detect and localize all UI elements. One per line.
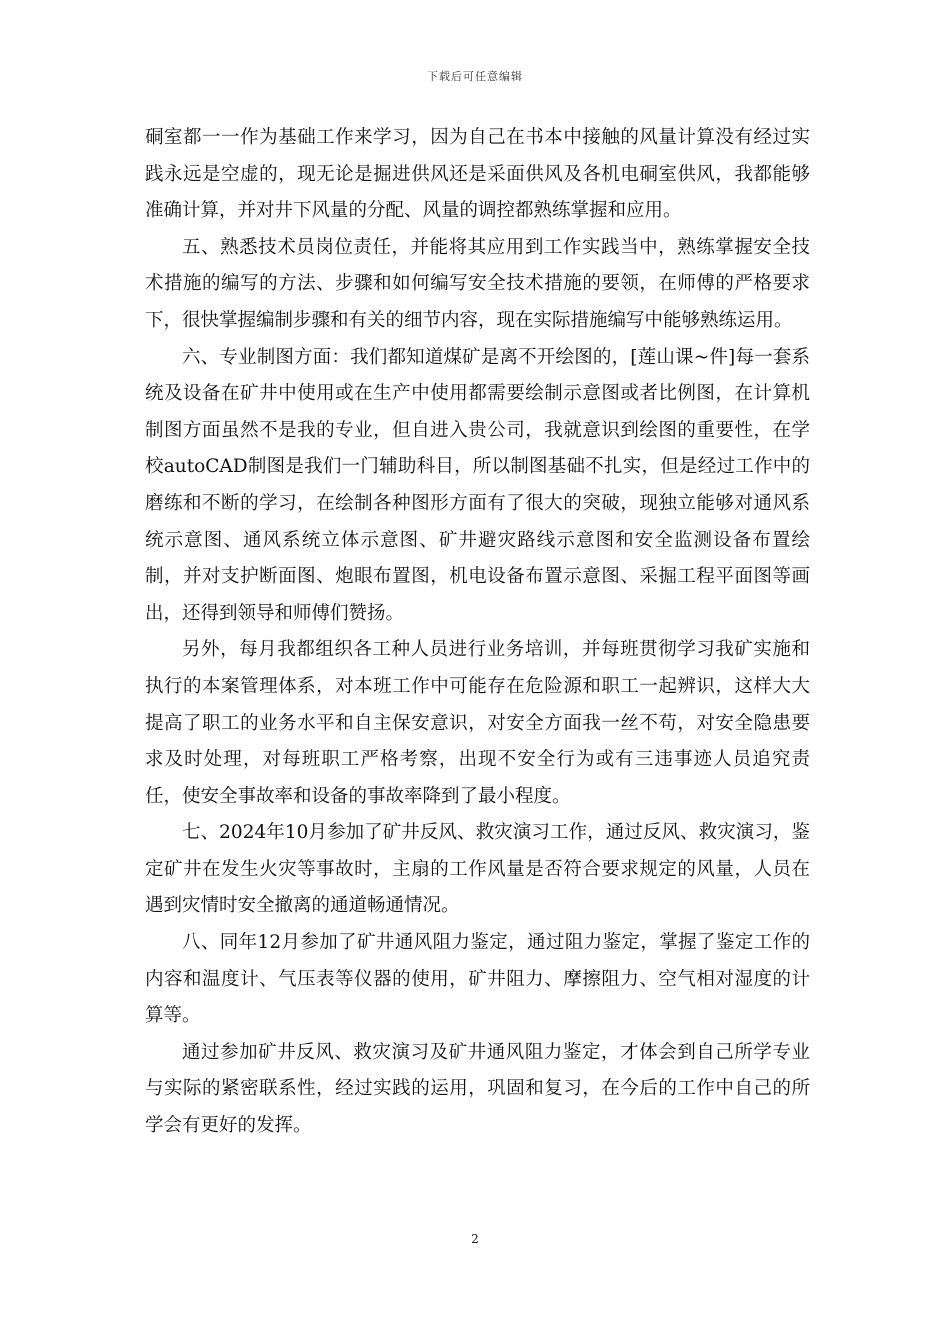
page-header: 下载后可任意编辑	[427, 70, 523, 83]
paragraph-4: 另外，每月我都组织各工种人员进行业务培训，并每班贯彻学习我矿实施和执行的本案管理体系，对本班工作中可能存在危险源和职工一起辨识，这样大大提高了职工的业务水平和自主保安意识，对安全方面我一丝不苟，对安全隐患要求及时处理，对每班职工严格考察，出现不安全行为或有三违事迹人员追究责任，使安全事故率和设备的事故率降到了最小程度。	[145, 639, 810, 807]
paragraph-3: 六、专业制图方面：我们都知道煤矿是离不开绘图的，[莲山课~件]每一套系统及设备在矿井中使用或在生产中使用都需要绘制示意图或者比例图，在计算机制图方面虽然不是我的专业，但自进入贵公司，我就意识到绘图的重要性，在学校autoCAD制图是我们一门辅助科目，所以制图基础不扎实，但是经过工作中的磨练和不断的学习，在绘制各种图形方面有了很大的突破，现独立能够对通风系统示意图、通风系统立体示意图、矿井避灾路线示意图和安全监测设备布置绘制，并对支护断面图、炮眼布置图，机电设备布置示意图、采掘工程平面图等画出，还得到领导和师傅们赞扬。	[145, 346, 810, 624]
paragraph-6: 八、同年12月参加了矿井通风阻力鉴定，通过阻力鉴定，掌握了鉴定工作的内容和温度计、气压表等仪器的使用，矿井阻力、摩擦阻力、空气相对湿度的计算等。	[145, 932, 810, 1027]
page-number: 2	[471, 1232, 479, 1246]
paragraph-2: 五、熟悉技术员岗位责任，并能将其应用到工作实践当中，熟练掌握安全技术措施的编写的方法、步骤和如何编写安全技术措施的要领，在师傅的严格要求下，很快掌握编制步骤和有关的细节内容，现在实际措施编写中能够熟练运用。	[145, 236, 810, 331]
paragraph-5: 七、2024年10月参加了矿井反风、救灾演习工作，通过反风、救灾演习，鉴定矿井在发生火灾等事故时，主扇的工作风量是否符合要求规定的风量，人员在遇到灾情时安全撤离的通道畅通情况。	[145, 822, 810, 917]
paragraph-1: 硐室都一一作为基础工作来学习，因为自己在书本中接触的风量计算没有经过实践永远是空虚的，现无论是掘进供风还是采面供风及各机电硐室供风，我都能够准确计算，并对井下风量的分配、风量的调控都熟练掌握和应用。	[145, 127, 810, 222]
document-body	[145, 120, 810, 1145]
paragraph-7: 通过参加矿井反风、救灾演习及矿井通风阻力鉴定，才体会到自己所学专业与实际的紧密联系性，经过实践的运用，巩固和复习，在今后的工作中自己的所学会有更好的发挥。	[145, 1041, 810, 1137]
